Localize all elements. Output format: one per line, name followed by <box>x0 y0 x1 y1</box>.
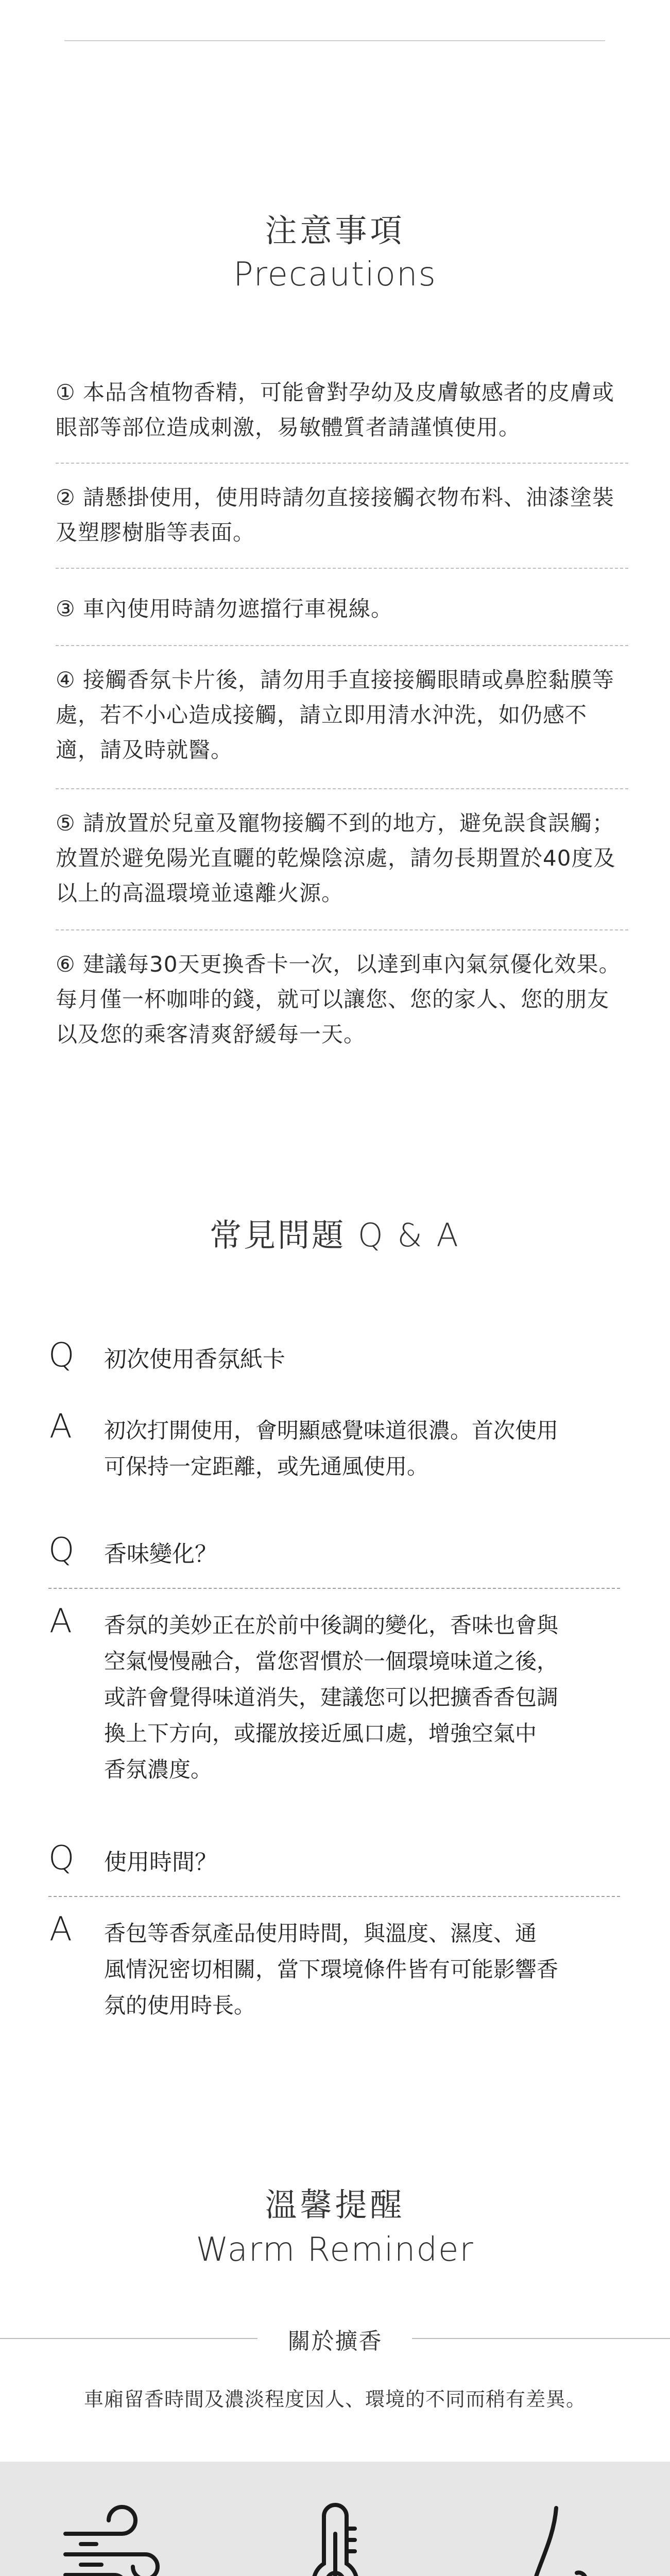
faq-divider <box>48 1588 620 1589</box>
faq-question-3: 使用時間？ <box>104 1849 217 1875</box>
precautions-title-en: Precautions <box>233 256 437 294</box>
faq-question-1: 初次使用香氛紙卡 <box>104 1346 285 1372</box>
thermometer-icon <box>284 2503 387 2576</box>
faq-answer-line: 風情況密切相關，當下環境條件皆有可能影響香 <box>104 1957 559 1982</box>
precaution-divider <box>56 645 628 646</box>
faq-answer-line: 換上下方向，或擺放接近風口處，增強空氣中 <box>104 1721 537 1746</box>
answer-mark-letter: A <box>49 1910 72 1948</box>
precaution-item-3: ③ 車內使用時請勿遮擋行車視線。 <box>56 596 393 621</box>
faq-answer-3 <box>104 1916 619 2024</box>
faq-answer-1 <box>104 1413 619 1485</box>
faq-question-2: 香味變化？ <box>104 1541 217 1567</box>
faq-divider <box>48 1896 620 1897</box>
reminder-title-zh: 溫馨提醒 <box>265 2186 405 2224</box>
faq-answer-line: 氛的使用時長。 <box>104 1993 256 2018</box>
faq-answer-line: 可保持一定距離，或先通風使用。 <box>104 1454 429 1479</box>
precaution-divider <box>56 929 628 930</box>
question-mark-letter: Q <box>48 1336 75 1375</box>
faq-answer-2 <box>104 1607 619 1788</box>
question-mark-letter: Q <box>48 1839 75 1877</box>
faq-answer-line: 或許會覺得味道消失，建議您可以把擴香香包調 <box>104 1685 559 1710</box>
faq-answer-line: 初次打開使用，會明顯感覺味道很濃。首次使用 <box>104 1418 559 1443</box>
faq-title: 常見問題 Q & A <box>210 1216 460 1254</box>
about-title: 關於擴香 <box>287 2328 383 2354</box>
precautions-title-zh: 注意事項 <box>265 212 405 249</box>
precaution-item-6: ⑥ 建議每30天更換香卡一次，以達到車內氣氛優化效果。每月僅一杯咖啡的錢，就可以讓您、您的家人、您的朋友以及您的乘客清爽舒緩每一天。 <box>56 952 621 1047</box>
precaution-divider <box>56 788 628 789</box>
precaution-item-5: ⑤ 請放置於兒童及寵物接觸不到的地方，避免誤食誤觸；放置於避免陽光直曬的乾燥陰涼處，請勿長期置於40度及以上的高溫環境並遠離火源。 <box>56 810 616 906</box>
faq-answer-line: 香氛濃度。 <box>104 1757 213 1782</box>
wind-icon <box>60 2503 163 2576</box>
answer-mark-letter: A <box>49 1602 72 1640</box>
faq-answer-line: 空氣慢慢融合，當您習慣於一個環境味道之後， <box>104 1649 559 1674</box>
faq-answer-line: 香包等香氛產品使用時間，與溫度、濕度、通 <box>104 1921 537 1946</box>
faq-answer-line: 香氛的美妙正在於前中後調的變化，香味也會與 <box>104 1613 559 1638</box>
precaution-item-2: ② 請懸掛使用，使用時請勿直接接觸衣物布料、油漆塗裝及塑膠樹脂等表面。 <box>56 485 615 545</box>
precaution-divider <box>56 568 628 569</box>
precaution-divider <box>56 463 628 464</box>
about-rule-right <box>412 2338 670 2339</box>
top-divider <box>64 40 605 41</box>
precaution-item-1: ① 本品含植物香精，可能會對孕幼及皮膚敏感者的皮膚或眼部等部位造成刺激，易敏體質者請謹慎使用。 <box>56 380 615 440</box>
about-text: 車廂留香時間及濃淡程度因人、環境的不同而稍有差異。 <box>83 2388 586 2411</box>
nose-icon <box>507 2503 610 2576</box>
precaution-item-4: ④ 接觸香氛卡片後，請勿用手直接接觸眼睛或鼻腔黏膜等處，若不小心造成接觸，請立即用清水沖洗，如仍感不適，請及時就醫。 <box>56 667 615 762</box>
question-mark-letter: Q <box>48 1531 75 1569</box>
reminder-title-en: Warm Reminder <box>196 2231 474 2269</box>
answer-mark-letter: A <box>49 1408 72 1446</box>
